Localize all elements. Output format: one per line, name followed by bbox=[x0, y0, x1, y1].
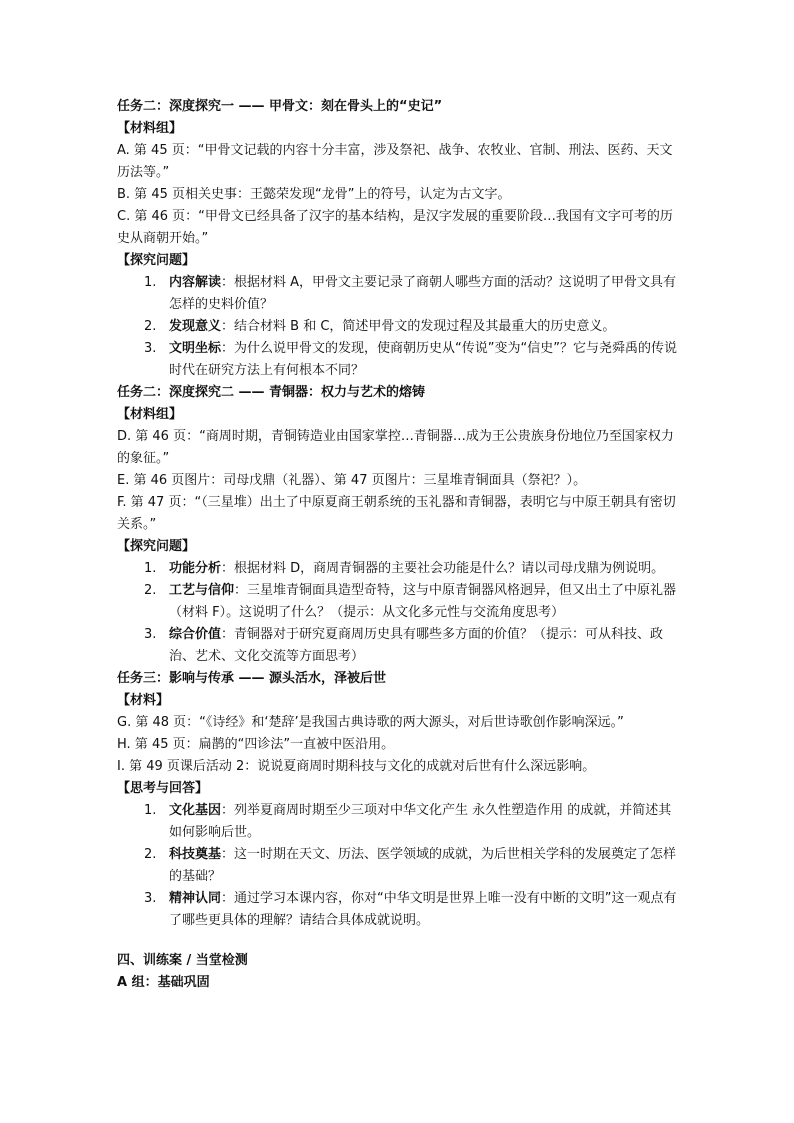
material-item: A. 第 45 页：“甲骨文记载的内容十分丰富，涉及祭祀、战争、农牧业、官制、刑法、医药、天文历法等。” bbox=[117, 143, 673, 180]
question-item: 3. 精神认同：通过学习本课内容，你对“中华文明是世界上唯一没有中断的文明”这一观点有了哪些更具体的理解？请结合具体成就说明。 bbox=[144, 891, 677, 928]
material-item: G. 第 48 页：“《诗经》和‘楚辞’是我国古典诗歌的两大源头，对后世诗歌创作影响深远。” bbox=[117, 715, 624, 730]
materials-label: 【材料组】 bbox=[117, 121, 183, 136]
questions-label: 【思考与回答】 bbox=[117, 781, 209, 796]
question-item: 3. 综合价值：青铜器对于研究夏商周历史具有哪些多方面的价值？（提示：可从科技、政治、艺术、文化交流等方面思考） bbox=[144, 627, 664, 664]
task-heading: 任务二：深度探究二 —— 青铜器：权力与艺术的熔铸 bbox=[117, 385, 426, 400]
material-item: E. 第 46 页图片：司母戊鼎（礼器）、第 47 页图片：三星堆青铜面具（祭祀？）。 bbox=[117, 473, 587, 488]
questions-label: 【探究问题】 bbox=[117, 539, 196, 554]
question-item: 1. 内容解读：根据材料 A，甲骨文主要记录了商朝人哪些方面的活动？这说明了甲骨文具有怎样的史料价值？ bbox=[144, 275, 677, 312]
question-item: 3. 文明坐标：为什么说甲骨文的发现，使商朝历史从“传说”变为“信史”？它与尧舜禹的传说时代在研究方法上有何根本不同？ bbox=[144, 341, 677, 378]
question-item: 2. 科技奠基：这一时期在天文、历法、医学领域的成就，为后世相关学科的发展奠定了怎样的基础？ bbox=[144, 847, 677, 884]
materials-label: 【材料组】 bbox=[117, 407, 183, 422]
task3-influence bbox=[117, 668, 679, 932]
question-list bbox=[117, 272, 679, 382]
question-item: 2. 发现意义：结合材料 B 和 C，简述甲骨文的发现过程及其最重大的历史意义。 bbox=[144, 319, 616, 334]
question-item: 1. 功能分析：根据材料 D，商周青铜器的主要社会功能是什么？请以司母戊鼎为例说明。 bbox=[144, 561, 665, 576]
material-item: C. 第 46 页：“甲骨文已经具备了汉字的基本结构，是汉字发展的重要阶段…我国有文字可考的历史从商朝开始。” bbox=[117, 209, 673, 246]
question-item: 2. 工艺与信仰：三星堆青铜面具造型奇特，这与中原青铜器风格迥异，但又出土了中原礼器（材料 F）。这说明了什么？（提示：从文化多元性与交流角度思考） bbox=[144, 583, 677, 620]
section4-practice bbox=[117, 950, 679, 994]
task2-exploration2 bbox=[117, 382, 679, 668]
material-item: B. 第 45 页相关史事：王懿荣发现“龙骨”上的符号，认定为古文字。 bbox=[117, 187, 511, 202]
material-item: H. 第 45 页：扁鹊的“四诊法”一直被中医沿用。 bbox=[117, 737, 395, 752]
group-label: A 组：基础巩固 bbox=[117, 975, 210, 990]
task2-exploration1 bbox=[117, 96, 679, 382]
question-item: 1. 文化基因：列举夏商周时期至少三项对中华文化产生 永久性塑造作用 的成就，并简述其如何影响后世。 bbox=[144, 803, 672, 840]
questions-label: 【探究问题】 bbox=[117, 253, 196, 268]
section-heading: 四、训练案 / 当堂检测 bbox=[117, 953, 248, 968]
materials-label: 【材料】 bbox=[117, 693, 170, 708]
document-page bbox=[117, 96, 679, 994]
task-heading: 任务三：影响与传承 —— 源头活水，泽被后世 bbox=[117, 671, 387, 686]
material-item: I. 第 49 页课后活动 2：说说夏商周时期科技与文化的成就对后世有什么深远影响。 bbox=[117, 759, 596, 774]
section-gap bbox=[117, 932, 679, 950]
question-list bbox=[117, 800, 679, 932]
material-item: F. 第 47 页：“（三星堆）出土了中原夏商王朝系统的玉礼器和青铜器，表明它与中原王朝具有密切关系。” bbox=[117, 495, 676, 532]
material-item: D. 第 46 页：“商周时期，青铜铸造业由国家掌控…青铜器…成为王公贵族身份地位乃至国家权力的象征。” bbox=[117, 429, 674, 466]
task-heading: 任务二：深度探究一 —— 甲骨文：刻在骨头上的“史记” bbox=[117, 99, 443, 114]
question-list bbox=[117, 558, 679, 668]
